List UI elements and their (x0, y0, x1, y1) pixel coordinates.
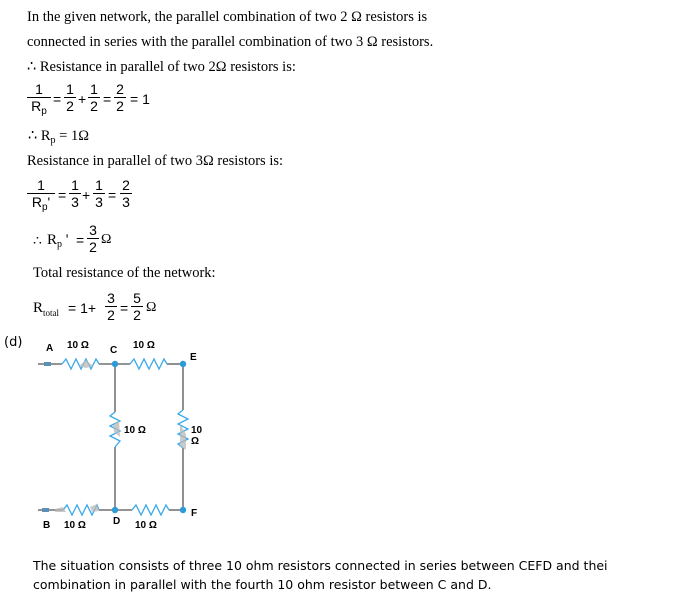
terminal-b (42, 508, 49, 512)
fraction-5-over-2: 5 2 (131, 291, 143, 322)
fraction-1-over-2: 1 2 (64, 82, 76, 113)
node-c (112, 361, 118, 367)
intro-line-2: connected in series with the parallel combination of two 3 Ω resistors. (27, 34, 434, 50)
nodes (42, 361, 186, 513)
resistor-label-bd: 10 Ω (64, 520, 86, 531)
intro-line-1: In the given network, the parallel combination of two 2 Ω resistors is (27, 9, 428, 25)
node-label-d: D (113, 516, 121, 527)
node-d (112, 507, 118, 513)
resistor-label-cd: 10 Ω (124, 425, 146, 436)
wires (38, 364, 183, 510)
fraction-1-over-3: 1 3 (69, 178, 81, 209)
fraction-1-over-3: 1 3 (93, 178, 105, 209)
resistors (62, 359, 188, 515)
resistor-label-df: 10 Ω (135, 520, 157, 531)
para-parallel-3ohm: Resistance in parallel of two 3Ω resistors is: (27, 153, 284, 169)
node-label-f: F (191, 508, 198, 519)
node-label-e: E (190, 352, 197, 363)
fraction-1-over-rp-prime: 1 $R_p'$ (27, 178, 55, 210)
fraction-1-over-2: 1 2 (88, 82, 100, 113)
node-f (180, 507, 186, 513)
part-d-label: (d) (4, 335, 23, 350)
node-label-c: C (110, 345, 118, 356)
shading-artifacts (55, 360, 186, 512)
total-heading: Total resistance of the network: (33, 265, 216, 281)
resistor-label-ef: 10 Ω (191, 425, 203, 447)
fraction-3-over-2: 3 2 (105, 291, 117, 322)
resistor-label-ac: 10 Ω (67, 340, 89, 351)
fraction-3-over-2: 3 2 (87, 223, 99, 254)
result-rp: ∴ $R_p = 1\Omega$ (28, 128, 89, 146)
fraction-1-over-rp: 1 $R_p$ (27, 82, 51, 114)
resistor-label-ce: 10 Ω (133, 340, 155, 351)
terminal-a (44, 362, 51, 366)
fraction-2-over-3: 2 3 (120, 178, 132, 209)
explanation-line-2: combination in parallel with the fourth 10 ohm resistor between C and D. (33, 577, 492, 592)
node-e (180, 361, 186, 367)
explanation-line-1: The situation consists of three 10 ohm resistors connected in series between CEFD and thei (33, 558, 608, 573)
node-label-a: A (46, 343, 54, 354)
node-label-b: B (43, 520, 51, 531)
fraction-2-over-2: 2 2 (114, 82, 126, 113)
intro-line-3: ∴ Resistance in parallel of two 2Ω resistors is: (27, 59, 296, 75)
